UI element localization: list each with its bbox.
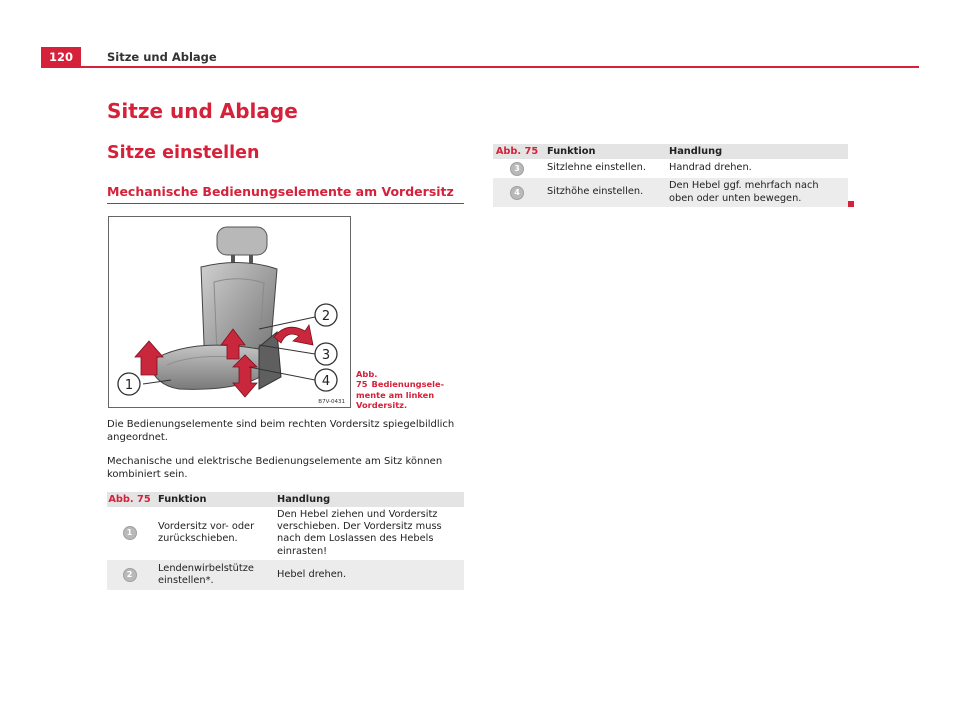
headrest-shape [217, 227, 267, 255]
controls-table-1 [107, 492, 464, 590]
row-number-cell [493, 159, 541, 178]
callout-3: 3 [321, 348, 331, 363]
section-heading: Sitze einstellen [107, 143, 260, 163]
row-number-cell [107, 507, 152, 560]
callout-4: 4 [321, 374, 331, 389]
callout-badge: 1 [123, 526, 137, 540]
table-header-row [107, 492, 464, 507]
header-abb: Abb. 75 [108, 494, 151, 505]
handlung-cell: Den Hebel ggf. mehrfach nach oben oder unten bewegen. [663, 178, 848, 207]
seat-figure [108, 216, 351, 408]
callout-badge: 4 [510, 186, 524, 200]
funktion-cell: Sitzhöhe einstellen. [541, 178, 663, 207]
table-row [493, 178, 848, 207]
subsection-rule [107, 203, 464, 204]
page-number: 120 [41, 47, 81, 67]
figure-code: B7V-0431 [318, 399, 345, 405]
section-end-marker [848, 201, 854, 207]
table-row [493, 159, 848, 178]
figure-caption-text: Bedienungselemente am linken Vordersitz. [356, 379, 445, 410]
header-funktion: Funktion [541, 144, 663, 159]
table-row [107, 560, 464, 590]
funktion-cell: Sitzlehne einstellen. [547, 162, 646, 174]
handlung-cell: Handrad drehen. [669, 162, 752, 174]
handlung-cell: Hebel drehen. [271, 560, 464, 590]
table-row [107, 507, 464, 560]
subsection-heading: Mechanische Bedienungselemente am Vordersitz [107, 184, 454, 199]
funktion-cell: Lendenwirbelstütze einstellen*. [152, 560, 271, 590]
paragraph-combined: Mechanische und elektrische Bedienungselemente am Sitz können kombiniert sein. [107, 456, 443, 481]
handlung-cell: Den Hebel ziehen und Vordersitz verschieben. Der Vordersitz muss nach dem Loslassen des Hebels einrasten! [277, 509, 442, 557]
row-number-cell [107, 560, 152, 590]
callout-badge: 2 [123, 568, 137, 582]
header-handlung: Handlung [271, 492, 464, 507]
table-header-row [493, 144, 848, 159]
callout-1: 1 [124, 378, 134, 393]
paragraph-mirror: Die Bedienungselemente sind beim rechten Vordersitz spiegelbildlich angeordnet. [107, 419, 455, 444]
running-title: Sitze und Ablage [107, 50, 217, 64]
callout-2: 2 [321, 309, 331, 324]
arrow-2 [274, 325, 313, 345]
header-rule [41, 66, 919, 68]
funktion-cell: Vordersitz vor- oder zurückschieben. [158, 521, 255, 545]
controls-table-2 [493, 144, 848, 207]
header-abb: Abb. 75 [493, 144, 541, 159]
chapter-heading: Sitze und Ablage [107, 99, 298, 123]
row-number-cell [493, 178, 541, 207]
header-funktion: Funktion [152, 492, 271, 507]
header-handlung: Handlung [663, 144, 848, 159]
figure-caption [356, 369, 464, 410]
callout-badge: 3 [510, 162, 524, 176]
figure-caption-label: Abb. 75 [356, 369, 378, 390]
